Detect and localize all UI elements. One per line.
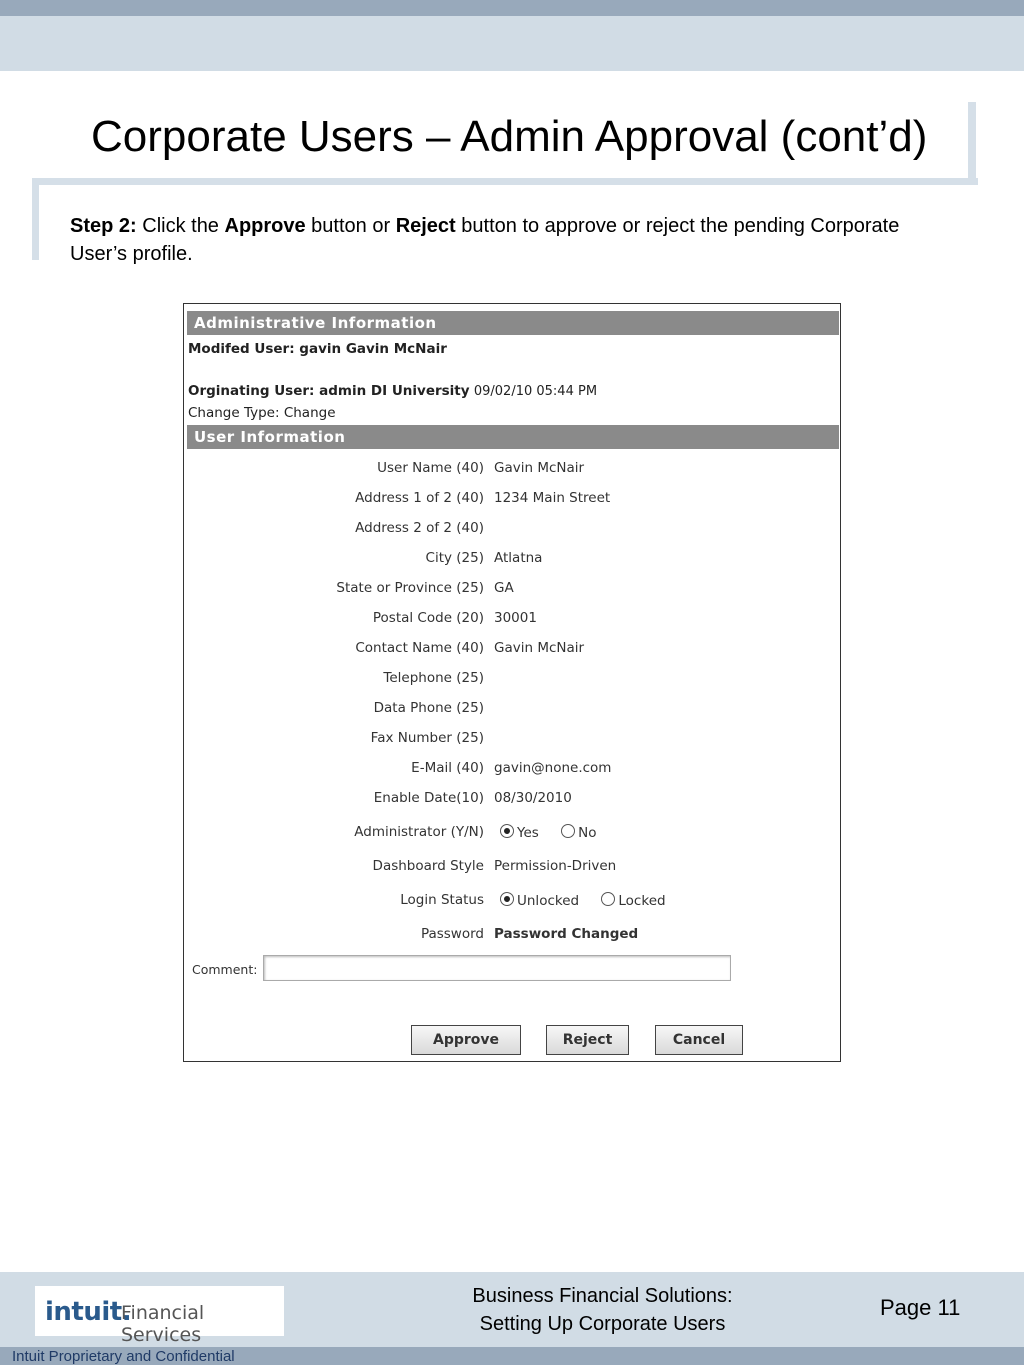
comment-input[interactable] [263, 955, 731, 981]
confidential-notice: Intuit Proprietary and Confidential [12, 1348, 235, 1365]
logo-subtitle: Financial Services [121, 1302, 205, 1346]
administrator-yes-option[interactable] [500, 824, 539, 841]
field-value-postal-code: 30001 [494, 610, 537, 626]
field-label-enable-date: Enable Date(10) [373, 790, 484, 806]
field-value-user-name: Gavin McNair [494, 460, 585, 476]
dashboard-style-label: Dashboard Style [372, 858, 484, 874]
field-value-state: GA [494, 580, 514, 596]
footer-document-title [430, 1282, 775, 1338]
cancel-button[interactable]: Cancel [655, 1025, 743, 1055]
field-value-email: gavin@none.com [494, 760, 612, 776]
change-type: Change Type: Change [188, 405, 336, 421]
field-label-data-phone: Data Phone (25) [373, 700, 484, 716]
approve-button[interactable]: Approve [411, 1025, 521, 1055]
originating-user: Orginating User: admin DI University [188, 383, 470, 399]
modified-user: Modifed User: gavin Gavin McNair [188, 341, 447, 357]
login-locked-radio[interactable] [601, 892, 615, 906]
administrator-no-label: No [578, 825, 597, 841]
field-value-contact-name: Gavin McNair [494, 640, 585, 656]
step-label: Step 2: [70, 215, 137, 237]
administrator-no-option[interactable] [561, 824, 596, 841]
login-locked-label: Locked [618, 893, 666, 909]
field-label-fax: Fax Number (25) [370, 730, 484, 746]
admin-info-header: Administrative Information [187, 311, 839, 335]
user-info-header: User Information [187, 425, 839, 449]
footer-line-2: Setting Up Corporate Users [479, 1313, 726, 1335]
login-unlocked-radio[interactable] [500, 892, 514, 906]
administrator-no-radio[interactable] [561, 824, 575, 838]
login-unlocked-label: Unlocked [517, 893, 580, 909]
administrator-label: Administrator (Y/N) [354, 824, 484, 840]
footer-line-1: Business Financial Solutions: [472, 1285, 733, 1307]
administrator-yes-radio[interactable] [500, 824, 514, 838]
login-locked-option[interactable] [601, 892, 665, 909]
step-text-2: button or [305, 215, 396, 237]
page-number: Page 11 [880, 1295, 961, 1320]
originating-user-line [188, 383, 597, 399]
field-value-address1: 1234 Main Street [494, 490, 611, 506]
administrator-yes-label: Yes [517, 825, 539, 841]
field-label-address2: Address 2 of 2 (40) [355, 520, 484, 536]
field-label-city: City (25) [425, 550, 484, 566]
administrator-radio-group [500, 824, 614, 841]
password-value: Password Changed [494, 926, 639, 942]
title-rule-bottom [32, 178, 978, 185]
step-text-3: button to approve or reject the pending Corporate User’s profile. [70, 215, 900, 265]
step-reject-word: Reject [395, 215, 456, 237]
slide-title: Corporate Users – Admin Approval (cont’d) [91, 112, 928, 161]
approval-screenshot [183, 303, 841, 1062]
field-value-enable-date: 08/30/2010 [494, 790, 572, 806]
top-strip [0, 0, 1024, 16]
field-label-telephone: Telephone (25) [383, 670, 484, 686]
field-label-address1: Address 1 of 2 (40) [355, 490, 484, 506]
field-label-email: E-Mail (40) [411, 760, 484, 776]
field-value-city: Atlatna [494, 550, 543, 566]
comment-label: Comment: [192, 962, 258, 977]
login-status-radio-group [500, 892, 684, 909]
step-instructions [70, 212, 950, 268]
field-label-user-name: User Name (40) [377, 460, 484, 476]
intuit-logo [35, 1286, 284, 1346]
left-rule [32, 178, 39, 260]
field-label-contact-name: Contact Name (40) [355, 640, 484, 656]
step-approve-word: Approve [224, 215, 306, 237]
login-unlocked-option[interactable] [500, 892, 579, 909]
logo-brand: intuit. [45, 1297, 132, 1327]
top-band [0, 16, 1024, 71]
field-label-state: State or Province (25) [336, 580, 484, 596]
field-label-postal-code: Postal Code (20) [372, 610, 484, 626]
title-rule-right [968, 102, 976, 184]
step-text-1: Click the [136, 215, 225, 237]
dashboard-style-value: Permission-Driven [494, 858, 617, 874]
reject-button[interactable]: Reject [546, 1025, 629, 1055]
originating-timestamp: 09/02/10 05:44 PM [473, 384, 598, 399]
login-status-label: Login Status [400, 892, 484, 908]
password-label: Password [420, 926, 484, 942]
